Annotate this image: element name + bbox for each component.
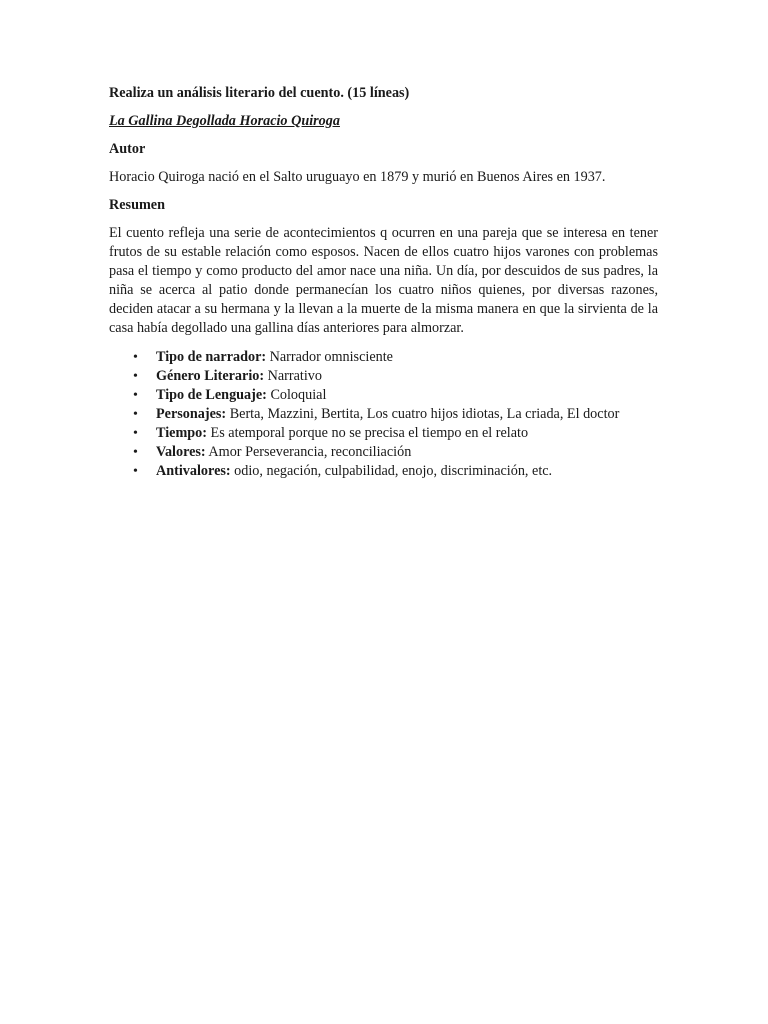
list-item (109, 443, 658, 462)
attribute-label: Tiempo: (156, 425, 207, 441)
document-content (109, 84, 658, 481)
attribute-label: Género Literario: (156, 368, 265, 384)
attribute-value: odio, negación, culpabilidad, enojo, discriminación, etc. (230, 463, 553, 479)
attribute-label: Antivalores: (156, 463, 231, 479)
attribute-value: Narrador omnisciente (266, 349, 393, 365)
list-item (109, 367, 658, 386)
list-item (109, 386, 658, 405)
story-title: La Gallina Degollada Horacio Quiroga (109, 113, 340, 129)
literary-attributes-list (109, 348, 658, 481)
attribute-label: Valores: (156, 444, 206, 460)
bullet-icon: • (133, 407, 138, 422)
attribute-value: Narrativo (264, 368, 322, 384)
attribute-value: Coloquial (266, 387, 327, 403)
author-heading: Autor (109, 141, 146, 157)
instruction-heading: Realiza un análisis literario del cuento. (15 líneas) (109, 85, 410, 101)
summary-heading: Resumen (109, 197, 165, 213)
attribute-value: Berta, Mazzini, Bertita, Los cuatro hijos idiotas, La criada, El doctor (226, 406, 620, 422)
list-item (109, 348, 658, 367)
bullet-icon: • (133, 350, 138, 365)
attribute-label: Tipo de narrador: (156, 349, 267, 365)
attribute-value: Es atemporal porque no se precisa el tiempo en el relato (206, 425, 529, 441)
author-paragraph: Horacio Quiroga nació en el Salto uruguayo en 1879 y murió en Buenos Aires en 1937. (109, 169, 606, 185)
attribute-label: Personajes: (156, 406, 227, 422)
bullet-icon: • (133, 464, 138, 479)
list-item (109, 405, 658, 424)
bullet-icon: • (133, 369, 138, 384)
list-item (109, 462, 658, 481)
attribute-value: Amor Perseverancia, reconciliación (205, 444, 412, 460)
summary-paragraph: El cuento refleja una serie de acontecimientos q ocurren en una pareja que se interesa en tener frutos de su estable relación como esposos. Nacen de ellos cuatro hijos varones con problemas pasa el tiempo y como producto del amor nace una niña. Un día, por descuidos de sus padres, la niña se acerca al patio donde permanecían los cuatro niños quienes, por diversas razones, deciden atacar a su hermana y la llevan a la muerte de la misma manera en que la sirvienta de la casa había degollado una gallina días anteriores para almorzar. (109, 225, 658, 336)
attribute-label: Tipo de Lenguaje: (156, 387, 267, 403)
bullet-icon: • (133, 426, 138, 441)
list-item (109, 424, 658, 443)
bullet-icon: • (133, 388, 138, 403)
bullet-icon: • (133, 445, 138, 460)
